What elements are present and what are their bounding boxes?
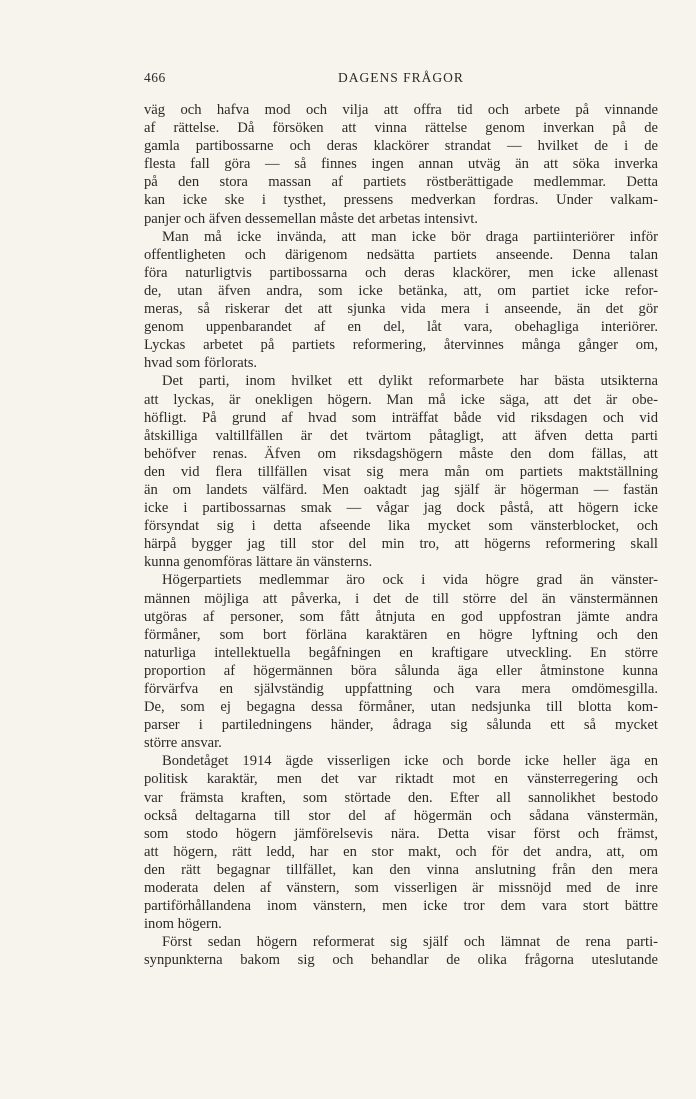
text-line: naturliga intellektuella begåfningen en kraftigare utveckling. En större — [144, 644, 658, 661]
text-line: åtskilliga valtillfällen är det tvärtom påtagligt, att äfven detta parti — [144, 427, 658, 444]
text-line: förmåner, som bort förläna karaktären en högre lyftning och den — [144, 626, 658, 643]
text-line: den vid flera tillfällen visat sig mera mån om partiets maktställning — [144, 463, 658, 480]
text-line: Högerpartiets medlemmar äro ock i vida högre grad än vänster- — [162, 572, 658, 589]
text-line: var främsta kraften, som störtade den. Efter all sannolikhet bestodo — [144, 789, 658, 806]
text-line: utgöras af personer, som fått åtnjuta en god uppfostran jämte andra — [144, 608, 658, 625]
text-line: Först sedan högern reformerat sig själf och lämnat de rena parti- — [162, 934, 658, 951]
text-line: på den stora massan af partiets röstberättigade medlemmar. Detta — [144, 174, 658, 191]
text-line: kan icke ske i tysthet, pressens medverkan fordras. Under valkam- — [144, 192, 658, 209]
text-line: meras, så riskerar det att sjunka vida mera i anseende, än det gör — [144, 301, 658, 318]
text-line: hvad som förlorats. — [144, 355, 258, 372]
text-line: höfligt. På grund af hvad som inträffat både vid riksdagen och vid — [144, 409, 658, 426]
page-header — [144, 70, 658, 90]
text-line: Lyckas arbetet på partiets reformering, återvinnes många gånger om, — [144, 337, 658, 354]
text-line: genom uppenbarandet af en del, låt vara, obehagliga interiörer. — [144, 319, 658, 336]
text-line: större ansvar. — [144, 735, 222, 752]
body-text — [144, 101, 658, 970]
text-line: politisk karaktär, men det var riktadt mot en vänsterregering och — [144, 771, 658, 788]
text-line: gamla partibossarne och deras klackörer strandat — hvilket de i de — [144, 138, 658, 155]
text-line: flesta fall göra — så finnes ingen annan utväg än att söka inverka — [144, 156, 658, 173]
text-line: männen möjliga att påverka, i det de till större del än vänstermännen — [144, 590, 658, 607]
text-line: än om landets välfärd. Men oaktadt jag själf är högerman — fastän — [144, 481, 658, 498]
text-line: parser i partiledningens händer, ådraga sig sålunda ett så mycket — [144, 717, 658, 734]
text-line: också deltagarna till stor del af högermän och sådana vänstermän, — [144, 807, 658, 824]
text-line: föra naturligtvis partibossarna och deras klackörer, men icke allenast — [144, 264, 658, 281]
text-line: De, som ej begagna dessa förmåner, utan nedsjunka till blotta kom- — [144, 699, 658, 716]
page-number: 466 — [144, 70, 166, 85]
text-line: icke i partibossarnas smak — vågar jag dock påstå, att högern icke — [144, 500, 658, 517]
text-line: den rätt begagnar tillfället, kan den vinna anslutning från den mera — [144, 861, 658, 878]
text-line: att högern, rätt ledd, har en stor makt, och för det andra, att, om — [144, 843, 658, 860]
text-line: panjer och äfven dessemellan måste det arbetas intensivt. — [144, 210, 478, 227]
text-line: af rättelse. Då försöken att vinna rättelse genom inverkan på de — [144, 120, 658, 137]
text-line: de, utan äfven andra, som icke betänka, att, om partiet icke refor- — [144, 282, 658, 299]
text-line: inom högern. — [144, 916, 222, 933]
text-line: förvärfva en självständig uppfattning och vara mera omdömesgilla. — [144, 681, 658, 697]
text-line: synpunkterna bakom sig och behandlar de olika frågorna uteslutande — [144, 952, 658, 969]
text-line: offentligheten och därigenom nedsätta partiets anseende. Denna talan — [144, 246, 658, 263]
text-line: försyndat sig i detta afseende lika mycket som vänsterblocket, och — [144, 518, 658, 535]
text-line: Bondetåget 1914 ägde visserligen icke och borde icke heller äga en — [162, 753, 658, 770]
text-line: proportion af högermännen böra sålunda äga eller åtminstone kunna — [144, 662, 658, 679]
text-line: väg och hafva mod och vilja att offra tid och arbete på vinnande — [144, 102, 658, 118]
text-line: Det parti, inom hvilket ett dylikt reformarbete har bästa utsikterna — [162, 373, 658, 390]
text-line: att lyckas, är onekligen högern. Man må icke säga, att det är obe- — [144, 391, 658, 408]
running-head: DAGENS FRÅGOR — [338, 70, 464, 85]
text-line: kunna genomföras lättare än vänsterns. — [144, 554, 373, 571]
text-line: partiförhållandena inom vänstern, men icke tror dem vara stort bättre — [144, 898, 658, 915]
text-line: Man må icke invända, att man icke bör draga partiinteriörer inför — [162, 228, 658, 245]
text-line: som stodo högern jämförelsevis nära. Detta visar först och främst, — [144, 825, 658, 842]
text-line: behöfver renas. Äfven om riksdagshögern måste den dom fällas, att — [144, 445, 658, 462]
text-line: moderata delen af vänstern, som visserligen är missnöjd med de inre — [144, 880, 658, 897]
text-line: härpå bygger jag till stor del min tro, att högerns reformering skall — [144, 536, 658, 553]
